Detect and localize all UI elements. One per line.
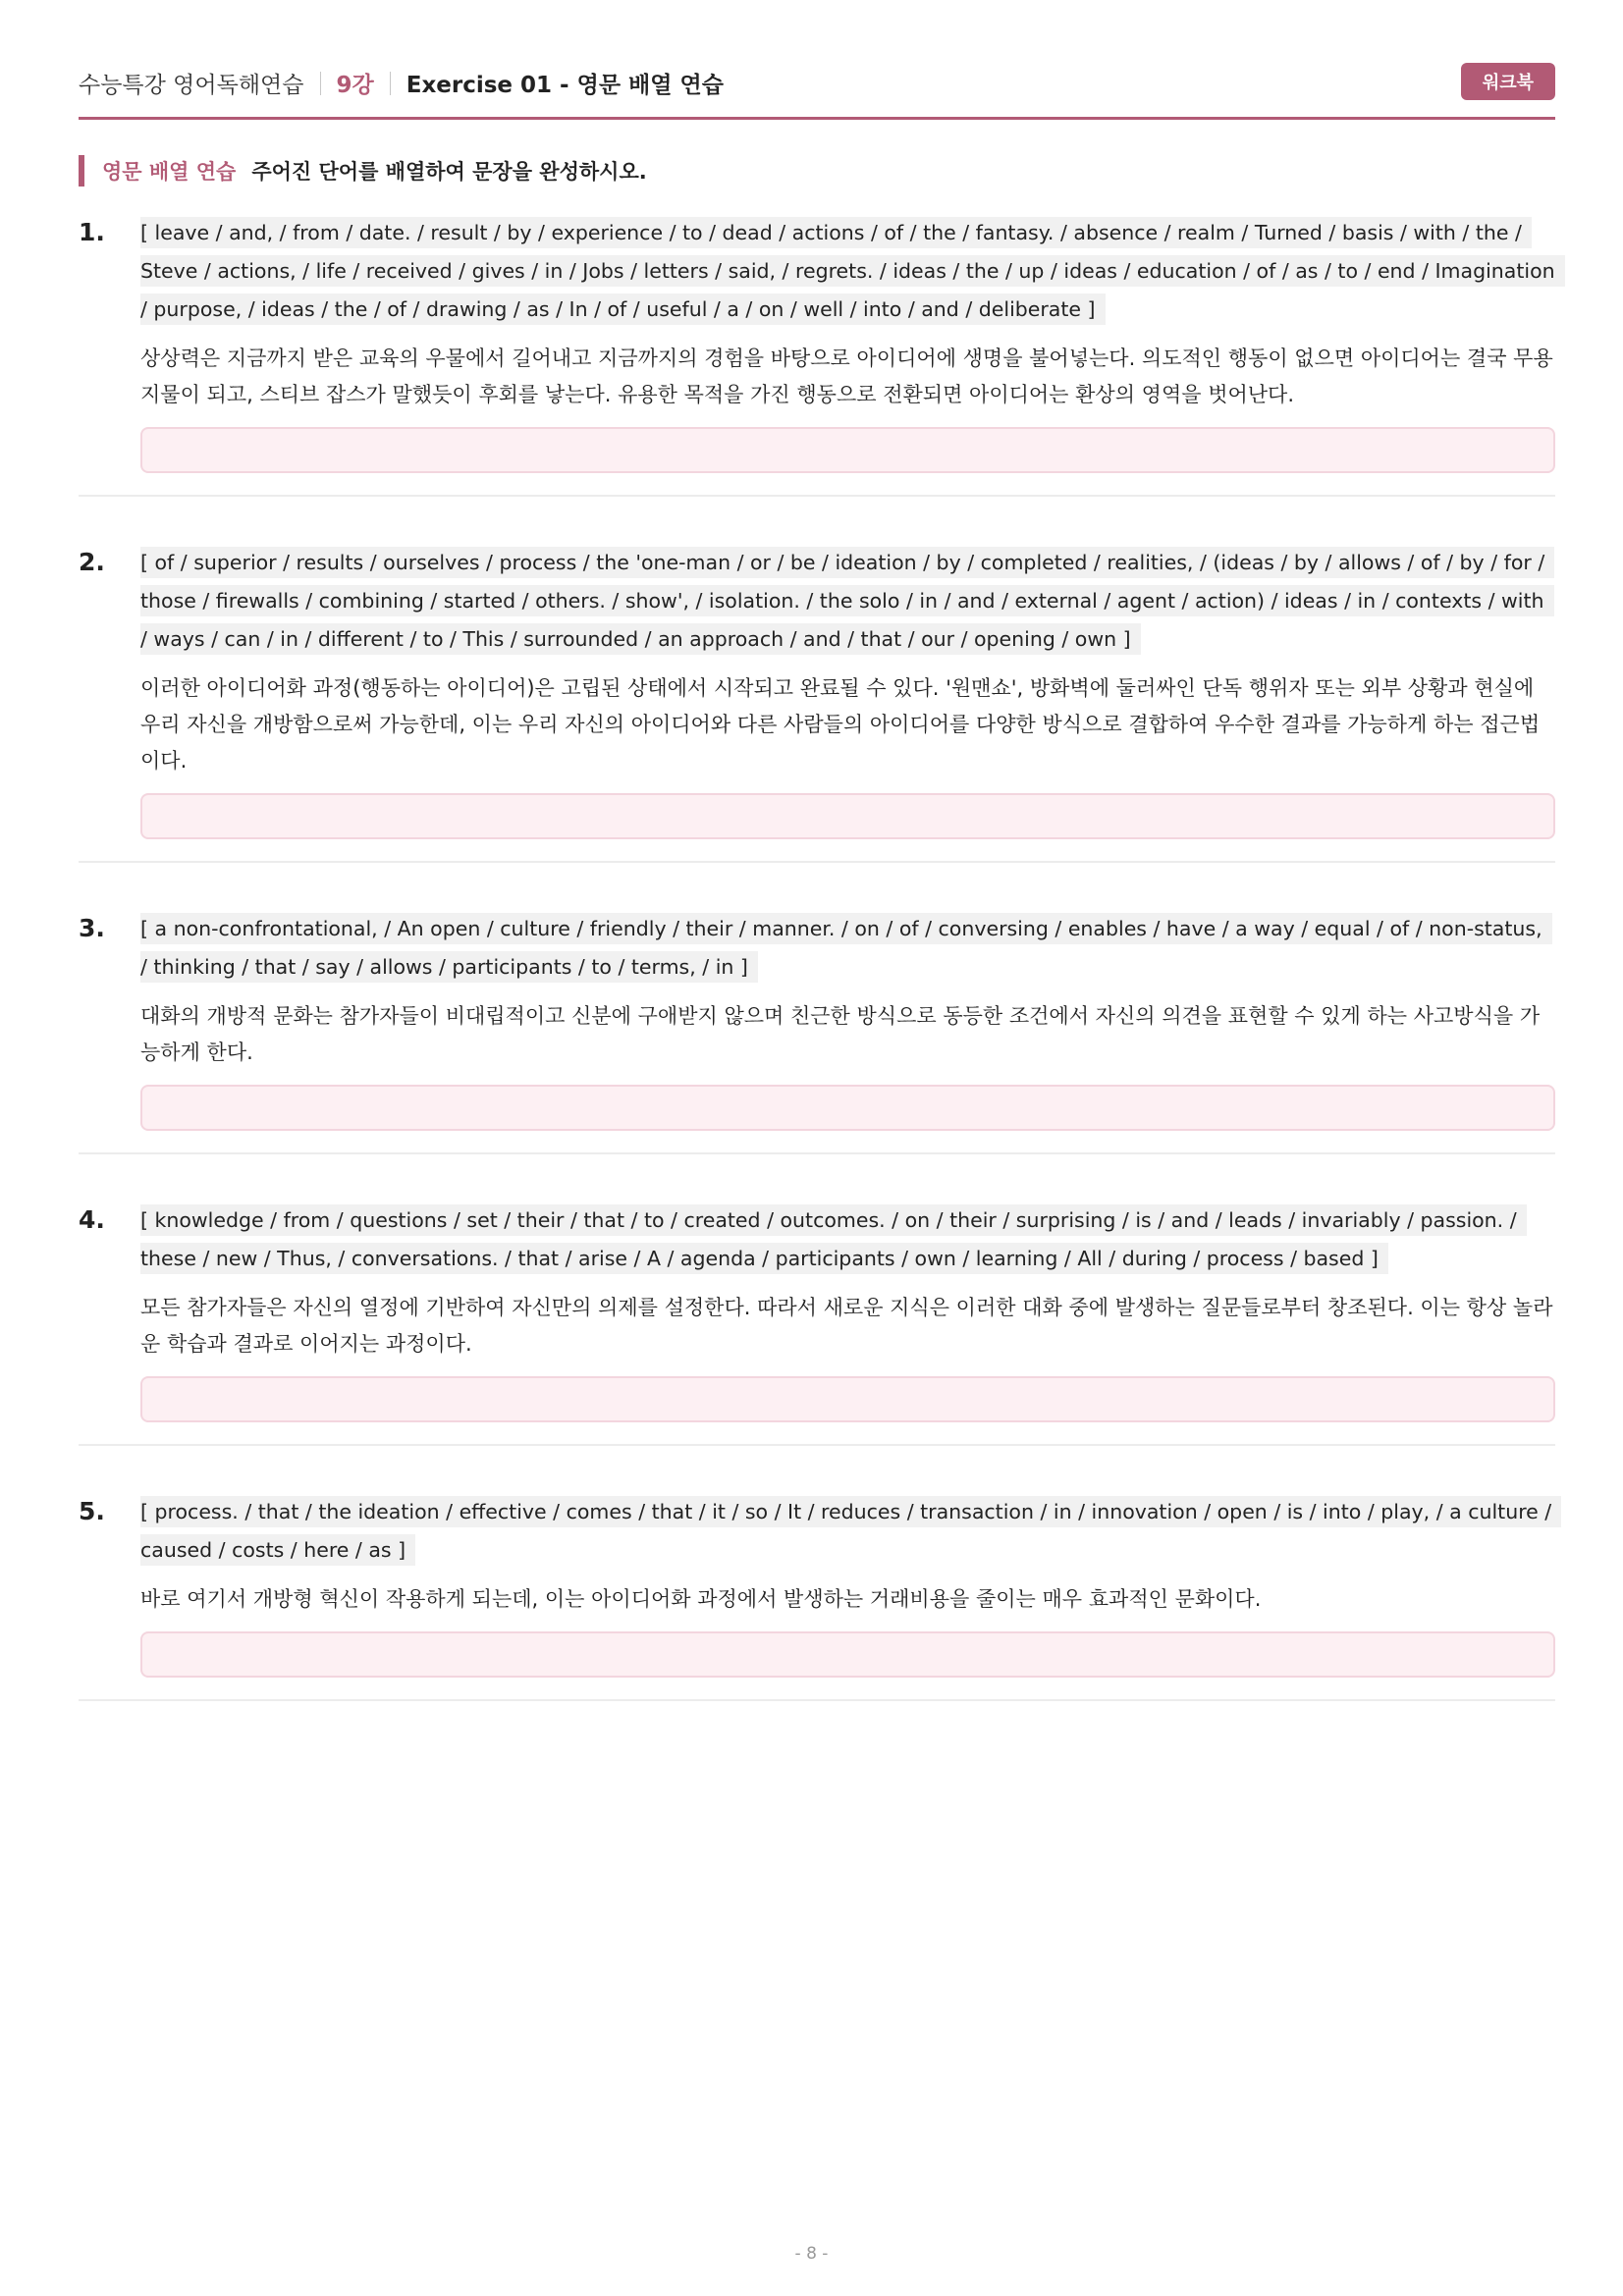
- book-title: 수능특강 영어독해연습: [79, 73, 304, 98]
- korean-translation: 이러한 아이디어화 과정(행동하는 아이디어)은 고립된 상태에서 시작되고 완료될 수 있다. '원맨쇼', 방화벽에 둘러싸인 단독 행위자 또는 외부 상황과 현실에 우리 자신을 개방함으로써 가능한데, 이는 우리 자신의 아이디어와 다른 사람들의 아이디어를 다양한 방식으로 결합하여 우수한 결과를 가능하게 하는 접근법이다.: [140, 676, 1541, 773]
- answer-input-box[interactable]: [140, 427, 1555, 473]
- question-body: [140, 910, 1555, 1131]
- word-bank-text: [ a non-confrontational, / An open / culture / friendly / their / manner. / on / of / conversing / enables / have / a way / equal / of / non-status, / thinking / that / say / allows / participants / to / terms, / in ]: [140, 913, 1552, 983]
- question-item: [79, 902, 1555, 1154]
- header-divider: [320, 72, 321, 95]
- question-body: [140, 214, 1555, 473]
- answer-input-box[interactable]: [140, 1631, 1555, 1678]
- question-item: [79, 206, 1555, 497]
- exercise-title: Exercise 01 - 영문 배열 연습: [406, 73, 724, 98]
- page-number: - 8 -: [794, 2244, 829, 2264]
- word-bank-text: [ of / superior / results / ourselves / process / the 'one-man / or / be / ideation / by / completed / realities, / (ideas / by / allows / of / by / for / those / firewalls / combining / started / others. / show', / isolation. / the solo / in / and / external / agent / action) / ideas / in / contexts / with / ways / can / in / different / to / This / surrounded / an approach / and / that / our / opening / own ]: [140, 547, 1554, 655]
- question-item: [79, 1485, 1555, 1701]
- header-breadcrumb: [79, 67, 724, 99]
- question-number: 1.: [79, 218, 105, 246]
- question-number: 5.: [79, 1497, 105, 1525]
- question-number: 2.: [79, 548, 105, 576]
- instruction-label: 영문 배열 연습: [102, 160, 237, 184]
- worksheet-page: [79, 0, 1555, 1740]
- question-item: [79, 1194, 1555, 1446]
- korean-translation: 바로 여기서 개방형 혁신이 작용하게 되는데, 이는 아이디어화 과정에서 발생하는 거래비용을 줄이는 매우 효과적인 문화이다.: [140, 1587, 1262, 1611]
- word-bank: [140, 214, 1555, 329]
- question-list: [79, 206, 1555, 1701]
- word-bank-text: [ process. / that / the ideation / effective / comes / that / it / so / It / reduces / transaction / in / innovation / open / is / into / play, / a culture / caused / costs / here / as ]: [140, 1496, 1561, 1566]
- question-body: [140, 1493, 1555, 1678]
- answer-input-box[interactable]: [140, 1085, 1555, 1131]
- workbook-badge: 워크북: [1461, 63, 1555, 100]
- korean-translation: 모든 참가자들은 자신의 열정에 기반하여 자신만의 의제를 설정한다. 따라서 새로운 지식은 이러한 대화 중에 발생하는 질문들로부터 창조된다. 이는 항상 놀라운 학습과 결과로 이어지는 과정이다.: [140, 1296, 1553, 1356]
- header-divider: [390, 72, 391, 95]
- question-number: 3.: [79, 914, 105, 942]
- korean-translation: 상상력은 지금까지 받은 교육의 우물에서 길어내고 지금까지의 경험을 바탕으로 아이디어에 생명을 불어넣는다. 의도적인 행동이 없으면 아이디어는 결국 무용지물이 되고, 스티브 잡스가 말했듯이 후회를 낳는다. 유용한 목적을 가진 행동으로 전환되면 아이디어는 환상의 영역을 벗어난다.: [140, 347, 1553, 406]
- word-bank-text: [ knowledge / from / questions / set / their / that / to / created / outcomes. / on / their / surprising / is / and / leads / invariably / passion. / these / new / Thus, / conversations. / that / arise / A / agenda / participants / own / learning / All / during / process / based ]: [140, 1204, 1527, 1274]
- word-bank: [140, 544, 1555, 659]
- answer-input-box[interactable]: [140, 793, 1555, 839]
- question-body: [140, 544, 1555, 839]
- word-bank: [140, 910, 1555, 987]
- lesson-label: 9강: [336, 73, 374, 98]
- page-header: [79, 0, 1555, 120]
- word-bank-text: [ leave / and, / from / date. / result / by / experience / to / dead / actions / of / the / fantasy. / absence / realm / Turned / basis / with / the / Steve / actions, / life / received / gives / in / Jobs / letters / said, / regrets. / ideas / the / up / ideas / education / of / as / to / end / Imagination / purpose, / ideas / the / of / drawing / as / In / of / useful / a / on / well / into / and / deliberate ]: [140, 217, 1565, 325]
- word-bank: [140, 1493, 1555, 1570]
- section-instruction: [79, 155, 1555, 187]
- korean-translation: 대화의 개방적 문화는 참가자들이 비대립적이고 신분에 구애받지 않으며 친근한 방식으로 동등한 조건에서 자신의 의견을 표현할 수 있게 하는 사고방식을 가능하게 한다.: [140, 1004, 1541, 1064]
- word-bank: [140, 1201, 1555, 1278]
- question-item: [79, 536, 1555, 863]
- question-body: [140, 1201, 1555, 1422]
- question-number: 4.: [79, 1205, 105, 1234]
- instruction-text: 주어진 단어를 배열하여 문장을 완성하시오.: [251, 160, 647, 184]
- answer-input-box[interactable]: [140, 1376, 1555, 1422]
